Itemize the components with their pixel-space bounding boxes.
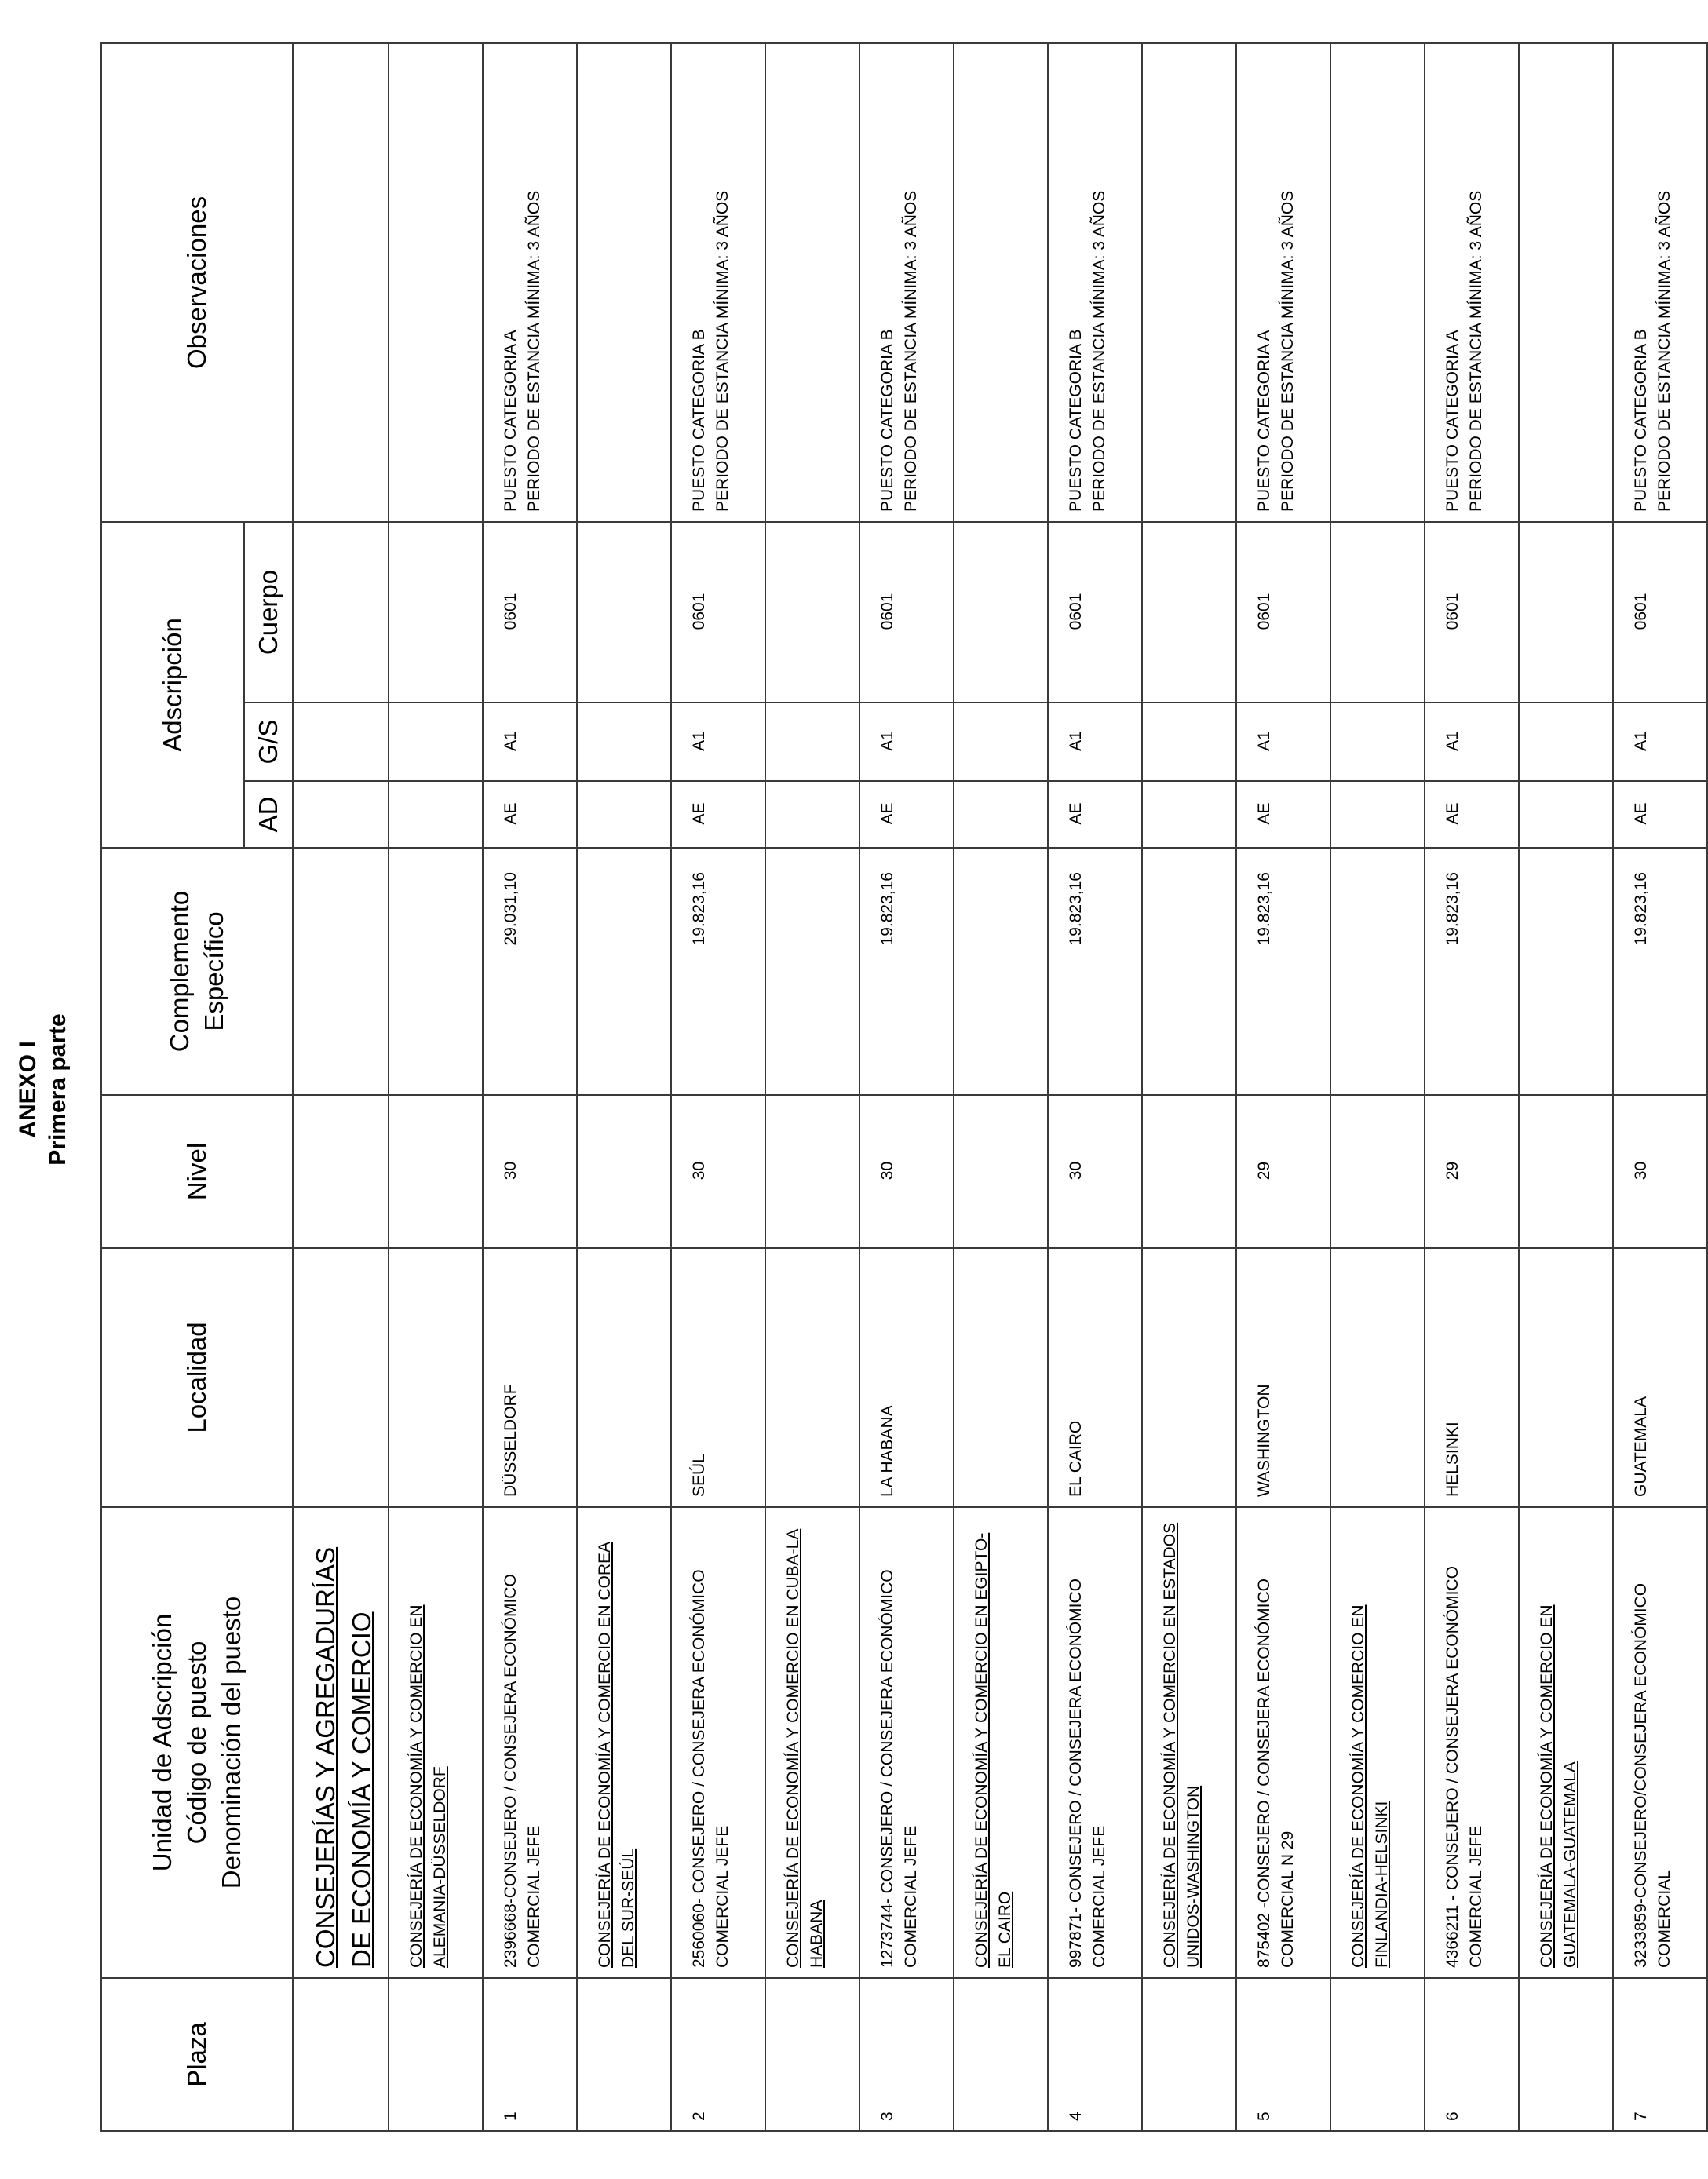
document-subtitle: Primera parte — [45, 1013, 71, 1166]
header-unidad — [101, 1507, 293, 1978]
plaza-cell — [1519, 1978, 1613, 2131]
empty-cell — [577, 781, 671, 848]
section-title: CONSEJERÍAS Y AGREGADURÍAS DE ECONOMÍA Y COMERCIO — [293, 1507, 389, 1978]
plaza-cell — [765, 1978, 859, 2131]
table-row — [1425, 43, 1519, 2131]
complemento-cell: 29.031,10 — [483, 848, 577, 1095]
ad-cell: AE — [859, 781, 954, 848]
plaza-number: 5 — [1236, 1978, 1330, 2131]
header-observaciones: Observaciones — [101, 43, 293, 522]
empty-cell — [765, 781, 859, 848]
header-plaza: Plaza — [101, 1978, 293, 2131]
empty-cell — [1519, 703, 1613, 781]
nivel-cell: 30 — [859, 1095, 954, 1248]
empty-cell — [577, 522, 671, 703]
empty-cell — [1142, 1095, 1236, 1248]
empty-cell — [1330, 1248, 1425, 1507]
nivel-cell: 30 — [483, 1095, 577, 1248]
ad-cell: AE — [1236, 781, 1330, 848]
ad-cell: AE — [1425, 781, 1519, 848]
empty-cell — [1142, 522, 1236, 703]
header-complemento-line1: Complemento — [165, 890, 194, 1053]
empty-cell — [1519, 522, 1613, 703]
gs-cell: A1 — [1613, 703, 1707, 781]
complemento-cell: 19.823,16 — [671, 848, 765, 1095]
plaza-cell — [577, 1978, 671, 2131]
unit-row — [1142, 43, 1236, 2131]
unit-row — [765, 43, 859, 2131]
empty-cell — [1330, 703, 1425, 781]
post-name: 997871- CONSEJERO / CONSEJERA ECONÓMICO COMERCIAL JEFE — [1048, 1507, 1142, 1978]
plaza-number: 1 — [483, 1978, 577, 2131]
empty-cell — [1330, 522, 1425, 703]
empty-cell — [954, 1095, 1048, 1248]
cuerpo-cell: 0601 — [1425, 522, 1519, 703]
header-unidad-line2: Código de puesto — [182, 1641, 211, 1845]
localidad-cell: HELSINKI — [1425, 1248, 1519, 1507]
plaza-number: 4 — [1048, 1978, 1142, 2131]
empty-cell — [577, 1095, 671, 1248]
empty-cell — [1330, 43, 1425, 522]
complemento-cell: 19.823,16 — [1425, 848, 1519, 1095]
empty-cell — [1330, 1095, 1425, 1248]
localidad-cell: SEÚL — [671, 1248, 765, 1507]
unit-name: CONSEJERÍA DE ECONOMÍA Y COMERCIO EN GUATEMALA-GUATEMALA — [1519, 1507, 1613, 1978]
empty-cell — [954, 781, 1048, 848]
plaza-cell — [1330, 1978, 1425, 2131]
post-name: 4366211 - CONSEJERO / CONSEJERA ECONÓMICO COMERCIAL JEFE — [1425, 1507, 1519, 1978]
observaciones-cell: PUESTO CATEGORIA B PERIODO DE ESTANCIA MÍNIMA: 3 AÑOS — [1613, 43, 1707, 522]
unit-row — [1330, 43, 1425, 2131]
table-row — [1236, 43, 1330, 2131]
nivel-cell: 29 — [1425, 1095, 1519, 1248]
gs-cell: A1 — [1048, 703, 1142, 781]
plaza-number: 3 — [859, 1978, 954, 2131]
localidad-cell: EL CAIRO — [1048, 1248, 1142, 1507]
ad-cell: AE — [1613, 781, 1707, 848]
empty-cell — [765, 43, 859, 522]
ad-cell: AE — [671, 781, 765, 848]
ad-cell: AE — [483, 781, 577, 848]
table-row — [1613, 43, 1707, 2131]
table-row — [1048, 43, 1142, 2131]
empty-cell — [1519, 781, 1613, 848]
gs-cell: A1 — [671, 703, 765, 781]
plaza-number: 6 — [1425, 1978, 1519, 2131]
table-body — [293, 43, 1707, 2131]
unit-name: CONSEJERÍA DE ECONOMÍA Y COMERCIO EN CUBA-LA HABANA — [765, 1507, 859, 1978]
plaza-cell — [1142, 1978, 1236, 2131]
observaciones-cell: PUESTO CATEGORIA B PERIODO DE ESTANCIA MÍNIMA: 3 AÑOS — [1048, 43, 1142, 522]
empty-cell — [1519, 43, 1613, 522]
empty-cell — [765, 1095, 859, 1248]
unit-name: CONSEJERÍA DE ECONOMÍA Y COMERCIO EN ESTADOS UNIDOS-WASHINGTON — [1142, 1507, 1236, 1978]
complemento-cell: 19.823,16 — [859, 848, 954, 1095]
document-title: ANEXO I — [15, 1041, 41, 1138]
empty-cell — [954, 703, 1048, 781]
empty-cell — [389, 781, 483, 848]
post-name: 2396668-CONSEJERO / CONSEJERA ECONÓMICO COMERCIAL JEFE — [483, 1507, 577, 1978]
unit-name: CONSEJERÍA DE ECONOMÍA Y COMERCIO EN EGIPTO-EL CAIRO — [954, 1507, 1048, 1978]
empty-cell — [1142, 43, 1236, 522]
header-complemento-line2: Específico — [199, 911, 228, 1031]
empty-cell — [1142, 703, 1236, 781]
cuerpo-cell: 0601 — [1236, 522, 1330, 703]
empty-cell — [765, 703, 859, 781]
empty-cell — [389, 43, 483, 522]
unit-row — [954, 43, 1048, 2131]
nivel-cell: 30 — [1613, 1095, 1707, 1248]
empty-cell — [577, 703, 671, 781]
table-row — [671, 43, 765, 2131]
header-cuerpo: Cuerpo — [244, 522, 293, 703]
empty-cell — [765, 522, 859, 703]
unit-row — [1519, 43, 1613, 2131]
table-row — [483, 43, 577, 2131]
complemento-cell: 19.823,16 — [1048, 848, 1142, 1095]
localidad-cell: WASHINGTON — [1236, 1248, 1330, 1507]
header-gs: G/S — [244, 703, 293, 781]
empty-cell — [389, 703, 483, 781]
empty-cell — [765, 848, 859, 1095]
post-name: 3233859-CONSEJERO/CONSEJERA ECONÓMICO COMERCIAL — [1613, 1507, 1707, 1978]
nivel-cell: 30 — [671, 1095, 765, 1248]
observaciones-cell: PUESTO CATEGORIA B PERIODO DE ESTANCIA MÍNIMA: 3 AÑOS — [671, 43, 765, 522]
cuerpo-cell: 0601 — [483, 522, 577, 703]
empty-cell — [577, 43, 671, 522]
empty-cell — [389, 522, 483, 703]
empty-cell — [1519, 1248, 1613, 1507]
section-row — [293, 43, 389, 2131]
empty-cell — [1142, 781, 1236, 848]
observaciones-cell: PUESTO CATEGORIA A PERIODO DE ESTANCIA MÍNIMA: 3 AÑOS — [1236, 43, 1330, 522]
complemento-cell: 19.823,16 — [1236, 848, 1330, 1095]
empty-cell — [1142, 1248, 1236, 1507]
observaciones-cell: PUESTO CATEGORIA A PERIODO DE ESTANCIA MÍNIMA: 3 AÑOS — [1425, 43, 1519, 522]
table-row — [859, 43, 954, 2131]
header-unidad-line3: Denominación del puesto — [217, 1596, 246, 1889]
header-adscripcion: Adscripción — [101, 522, 244, 848]
plaza-cell — [389, 1978, 483, 2131]
empty-cell — [389, 1248, 483, 1507]
unit-name: CONSEJERÍA DE ECONOMÍA Y COMERCIO EN COREA DEL SUR-SEÚL — [577, 1507, 671, 1978]
header-complemento — [101, 848, 293, 1095]
empty-cell — [954, 848, 1048, 1095]
plaza-cell — [954, 1978, 1048, 2131]
unit-name: CONSEJERÍA DE ECONOMÍA Y COMERCIO EN FINLANDIA-HELSINKI — [1330, 1507, 1425, 1978]
empty-cell — [577, 1248, 671, 1507]
empty-cell — [954, 522, 1048, 703]
gs-cell: A1 — [483, 703, 577, 781]
cuerpo-cell: 0601 — [1613, 522, 1707, 703]
empty-cell — [1519, 1095, 1613, 1248]
post-name: 875402 -CONSEJERO / CONSEJERA ECONÓMICO COMERCIAL N 29 — [1236, 1507, 1330, 1978]
localidad-cell: GUATEMALA — [1613, 1248, 1707, 1507]
complemento-cell: 19.823,16 — [1613, 848, 1707, 1095]
empty-cell — [954, 1248, 1048, 1507]
unit-row — [577, 43, 671, 2131]
header-unidad-line1: Unidad de Adscripción — [148, 1613, 177, 1872]
observaciones-cell: PUESTO CATEGORIA A PERIODO DE ESTANCIA MÍNIMA: 3 AÑOS — [483, 43, 577, 522]
gs-cell: A1 — [1236, 703, 1330, 781]
localidad-cell: LA HABANA — [859, 1248, 954, 1507]
plaza-number: 2 — [671, 1978, 765, 2131]
empty-cell — [1142, 848, 1236, 1095]
empty-cell — [765, 1248, 859, 1507]
header-nivel: Nivel — [101, 1095, 293, 1248]
empty-cell — [389, 848, 483, 1095]
header-localidad: Localidad — [101, 1248, 293, 1507]
nivel-cell: 29 — [1236, 1095, 1330, 1248]
gs-cell: A1 — [859, 703, 954, 781]
empty-cell — [1330, 781, 1425, 848]
gs-cell: A1 — [1425, 703, 1519, 781]
cuerpo-cell: 0601 — [1048, 522, 1142, 703]
empty-cell — [1330, 848, 1425, 1095]
header-row — [101, 43, 244, 2131]
header-ad: AD — [244, 781, 293, 848]
cuerpo-cell: 0601 — [859, 522, 954, 703]
empty-cell — [954, 43, 1048, 522]
empty-cell — [577, 848, 671, 1095]
empty-cell — [1519, 848, 1613, 1095]
plaza-number: 7 — [1613, 1978, 1707, 2131]
positions-table — [100, 42, 1708, 2132]
empty-cell — [389, 1095, 483, 1248]
unit-name: CONSEJERÍA DE ECONOMÍA Y COMERCIO EN ALEMANIA-DÜSSELDORF — [389, 1507, 483, 1978]
ad-cell: AE — [1048, 781, 1142, 848]
cuerpo-cell: 0601 — [671, 522, 765, 703]
observaciones-cell: PUESTO CATEGORIA B PERIODO DE ESTANCIA MÍNIMA: 3 AÑOS — [859, 43, 954, 522]
post-name: 1273744- CONSEJERO / CONSEJERA ECONÓMICO COMERCIAL JEFE — [859, 1507, 954, 1978]
nivel-cell: 30 — [1048, 1095, 1142, 1248]
localidad-cell: DÜSSELDORF — [483, 1248, 577, 1507]
unit-row — [389, 43, 483, 2131]
post-name: 2560060- CONSEJERO / CONSEJERA ECONÓMICO COMERCIAL JEFE — [671, 1507, 765, 1978]
